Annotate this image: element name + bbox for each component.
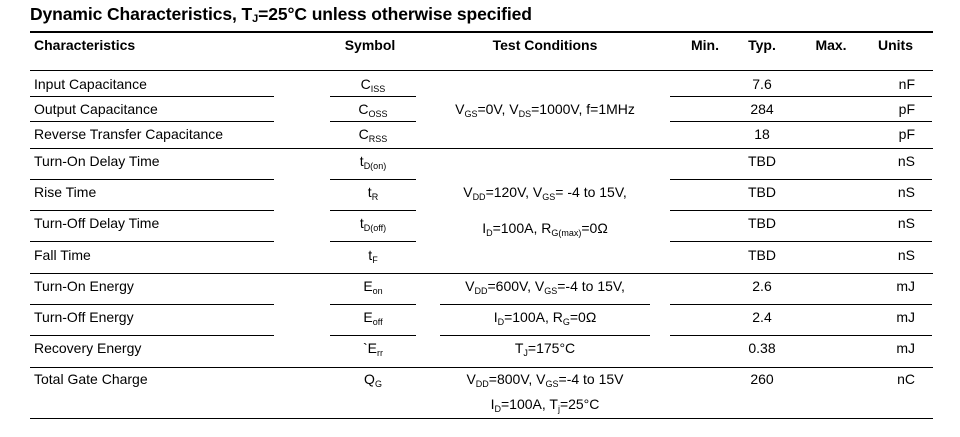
row-name: Turn-On Delay Time — [34, 153, 160, 169]
row-typ: TBD — [748, 215, 776, 231]
row-unit: nS — [897, 153, 915, 169]
row-unit: pF — [898, 126, 915, 142]
group-line — [30, 273, 933, 274]
test-condition-energy-1: $V_{DD}=600V$, $V_{GS}=-4$ to 15V, — [465, 278, 625, 296]
test-condition-switching-1: $V_{DD}=120V$, $V_{GS}= -4$ to 15V, — [463, 184, 627, 202]
row-symbol: $t_{D(off)}$ — [359, 215, 387, 233]
group-line — [30, 148, 933, 149]
row-line — [670, 241, 932, 242]
test-condition-gate-1: $V_{DD}=800V$, $V_{GS}=-4$ to 15V — [466, 371, 624, 389]
header-divider — [30, 70, 933, 71]
row-typ: 7.6 — [752, 76, 772, 92]
table-title: Dynamic Characteristics, $T_J=25^\circ C$ unless otherwise specified — [30, 4, 532, 25]
row-unit: nS — [897, 215, 915, 231]
row-line — [30, 96, 274, 97]
row-unit: mJ — [896, 278, 915, 294]
row-name: Turn-Off Energy — [34, 309, 134, 325]
header-min: Min. — [691, 37, 719, 53]
top-border — [30, 31, 933, 33]
row-symbol: $Q_G$ — [364, 371, 382, 389]
row-line — [30, 210, 274, 211]
row-unit: nF — [898, 76, 915, 92]
header-symbol: Symbol — [344, 37, 396, 53]
row-typ: 260 — [750, 371, 774, 387]
row-typ: 18 — [754, 126, 770, 142]
header-max: Max. — [815, 37, 847, 53]
row-name: Recovery Energy — [34, 340, 142, 356]
row-name: Input Capacitance — [34, 76, 147, 92]
row-unit: nC — [897, 371, 915, 387]
test-condition-gate-2: $I_D=100A$, $T_j=25^\circ C$ — [490, 396, 600, 414]
header-test-conditions: Test Conditions — [492, 37, 598, 53]
row-typ: TBD — [748, 247, 776, 263]
row-line — [670, 210, 932, 211]
row-name: Turn-Off Delay Time — [34, 215, 160, 231]
row-line — [330, 96, 416, 97]
row-typ: 2.6 — [752, 278, 772, 294]
row-symbol: $C_{RSS}$ — [358, 126, 388, 144]
test-condition-capacitance: $V_{GS}=0V$, $V_{DS}=1000V$, f=1MHz — [455, 101, 635, 119]
row-symbol: $t_R$ — [367, 184, 379, 202]
row-symbol: $E_{off}$ — [363, 309, 383, 327]
row-line — [440, 335, 650, 336]
header-units: Units — [878, 37, 913, 53]
row-typ: 284 — [750, 101, 774, 117]
row-line — [30, 179, 274, 180]
row-typ: 2.4 — [752, 309, 772, 325]
row-symbol: $C_{ISS}$ — [360, 76, 386, 94]
row-line — [670, 121, 932, 122]
test-condition-switching-2: $I_D=100A$, $R_{G(max)}=0\Omega$ — [482, 220, 608, 238]
row-unit: pF — [898, 101, 915, 117]
row-line — [30, 241, 274, 242]
row-symbol: $C_{OSS}$ — [358, 101, 388, 119]
row-name: Total Gate Charge — [34, 371, 148, 387]
row-typ: 0.38 — [748, 340, 776, 356]
row-line — [330, 335, 416, 336]
row-symbol: $t_{D(on)}$ — [359, 153, 387, 171]
row-symbol: $`E_{rr}$ — [363, 340, 383, 358]
row-name: Fall Time — [34, 247, 91, 263]
row-name: Rise Time — [34, 184, 97, 200]
test-condition-energy-2: $I_D=100A$, $R_G=0\Omega$ — [493, 309, 597, 327]
row-line — [330, 121, 416, 122]
header-typ: Typ. — [748, 37, 776, 53]
row-line — [440, 304, 650, 305]
row-name: Output Capacitance — [34, 101, 158, 117]
group-line — [30, 367, 933, 368]
row-line — [670, 96, 932, 97]
bottom-border — [30, 418, 933, 419]
row-line — [670, 335, 932, 336]
row-unit: mJ — [896, 309, 915, 325]
row-line — [30, 335, 274, 336]
row-line — [670, 304, 932, 305]
row-line — [330, 304, 416, 305]
test-condition-energy-3: $T_J=175^\circ C$ — [514, 340, 576, 358]
row-symbol: $t_F$ — [368, 247, 378, 265]
row-unit: nS — [897, 247, 915, 263]
row-unit: nS — [897, 184, 915, 200]
row-name: Reverse Transfer Capacitance — [34, 126, 224, 142]
row-line — [30, 121, 274, 122]
row-line — [30, 304, 274, 305]
row-line — [330, 179, 416, 180]
row-symbol: $E_{on}$ — [363, 278, 383, 296]
row-line — [670, 179, 932, 180]
row-typ: TBD — [748, 184, 776, 200]
row-unit: mJ — [896, 340, 915, 356]
row-line — [330, 241, 416, 242]
header-characteristics: Characteristics — [34, 37, 136, 53]
row-line — [330, 210, 416, 211]
row-name: Turn-On Energy — [34, 278, 134, 294]
row-typ: TBD — [748, 153, 776, 169]
